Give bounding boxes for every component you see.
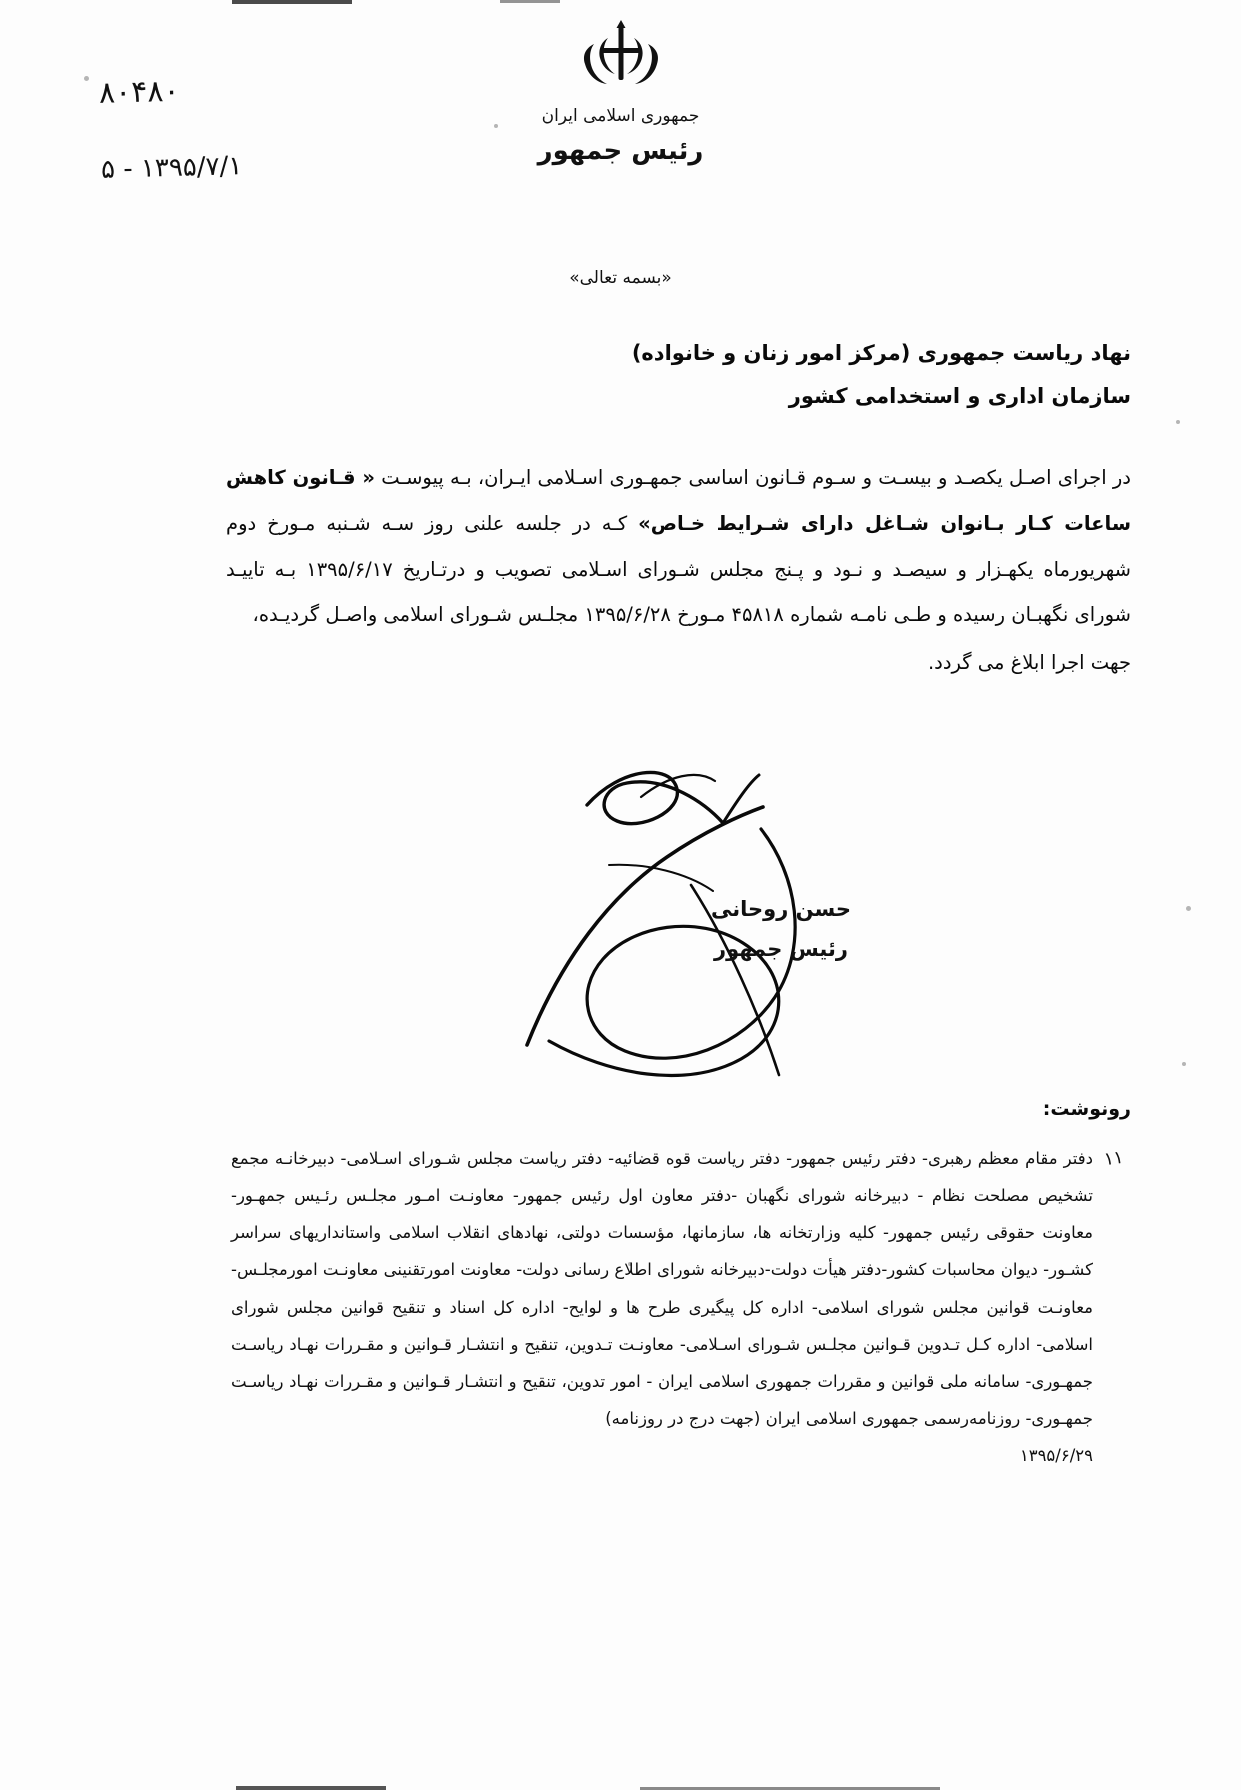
letterhead-office: رئیس جمهور [537, 136, 704, 166]
cc-list [231, 1140, 1093, 1474]
scan-edge-mark [236, 1786, 386, 1790]
basmala-text: «بسمه تعالی» [569, 268, 672, 288]
body-part-1: در اجرای اصـل یکصـد و بیسـت و سـوم قـانون اساسی جمهـوری اسـلامی ایـران، بـه پیوسـت [374, 466, 1131, 489]
signatory [711, 890, 851, 970]
reference-stamp [98, 72, 242, 185]
signatory-name: حسن روحانی [710, 897, 851, 921]
addressee-block [241, 332, 1131, 418]
body-part-2: کـه در جلسه علنی روز سـه شـنبه مـورخ دوم شهریورماه یکهـزار و سیصـد و نـود و پـنج مجلس شـورای اسـلامی تصویب و درتـاریخ ۱۳۹۵/۶/۱۷ بـه تاییـد شورای نگهبـان رسیده و طـی نامـه شماره ۴۵۸۱۸ مـورخ ۱۳۹۵/۶/۲۸ مجلـس شـورای اسلامی واصـل گردیـده، [226, 511, 1132, 627]
scan-speck [1186, 906, 1191, 911]
signatory-title: رئیس جمهور [714, 936, 848, 961]
scan-edge-mark [232, 0, 352, 4]
scan-speck [1176, 420, 1180, 424]
scan-edge-mark [500, 0, 560, 3]
cc-text: دفتر مقام معظم رهبری- دفتر رئیس جمهور- دفتر ریاست قوه قضائیه- دفتر ریاست مجلس شـورای اسـلامی- دبیرخانـه مجمع تشخیص مصلحت نظام - دبیرخانه شورای نگهبان -دفتر معاون اول رئیس جمهور- معاونـت امـور مجلـس رئـیس جمهـور- معاونت حقوقی رئیس جمهور- کلیه وزارتخانه ها، سازمانها، مؤسسات دولتی، نهادهای انقلاب اسلامی واستانداریهای سراسر کشـور- دیوان محاسبات کشور-دفتر هیأت دولت-دبیرخانه شورای اطلاع رسانی دولت- معاونت امورتقنینی معاونـت امورمجلـس- معاونـت قوانین مجلس شورای اسلامی- اداره کل پیگیری طرح ها و لوایح- اداره کل اسناد و تنقیح قوانین مجلس شورای اسلامی- اداره کـل تـدوین قـوانین مجلـس شـورای اسـلامی- معاونـت تـدوین، تنقیح و انتشـار قـوانین و مقـررات نهـاد ریاسـت جمهـوری- سامانه ملی قوانین و مقررات جمهوری اسلامی ایران - امور تدوین، تنقیح و انتشـار قـوانین و مقـررات نهـاد ریاسـت جمهـوری- روزنامه‌رسمی جمهوری اسلامی ایران (جهت درج در روزنامه) [231, 1149, 1093, 1428]
iran-emblem-icon [491, 18, 751, 102]
letterhead-country: جمهوری اسلامی ایران [541, 106, 700, 126]
law-title: « قـانون کاهش ساعات کـار بـانوان شـاغل دارای شـرایط خـاص» [226, 466, 1131, 535]
cc-marker: ۱۱ [1102, 1146, 1125, 1171]
addressee-line-2: سازمان اداری و استخدامی کشور [788, 384, 1131, 409]
signature-block [491, 745, 911, 1115]
cc-label: رونوشت: [1042, 1098, 1131, 1120]
letter-body [226, 455, 1131, 688]
closing-line: جهت اجرا ابلاغ می گردد. [927, 651, 1131, 675]
reference-date: ۱۳۹۵/۷/۱ - ۵ [100, 151, 243, 185]
addressee-line-1: نهاد ریاست جمهوری (مرکز امور زنان و خانواده) [631, 341, 1131, 365]
scan-speck [1182, 1062, 1186, 1066]
scan-speck [84, 76, 89, 81]
reference-number: ۸۰۴۸۰ [98, 73, 180, 111]
letterhead [491, 18, 751, 166]
cc-publish-date: ۱۳۹۵/۶/۲۹ [1019, 1446, 1093, 1465]
